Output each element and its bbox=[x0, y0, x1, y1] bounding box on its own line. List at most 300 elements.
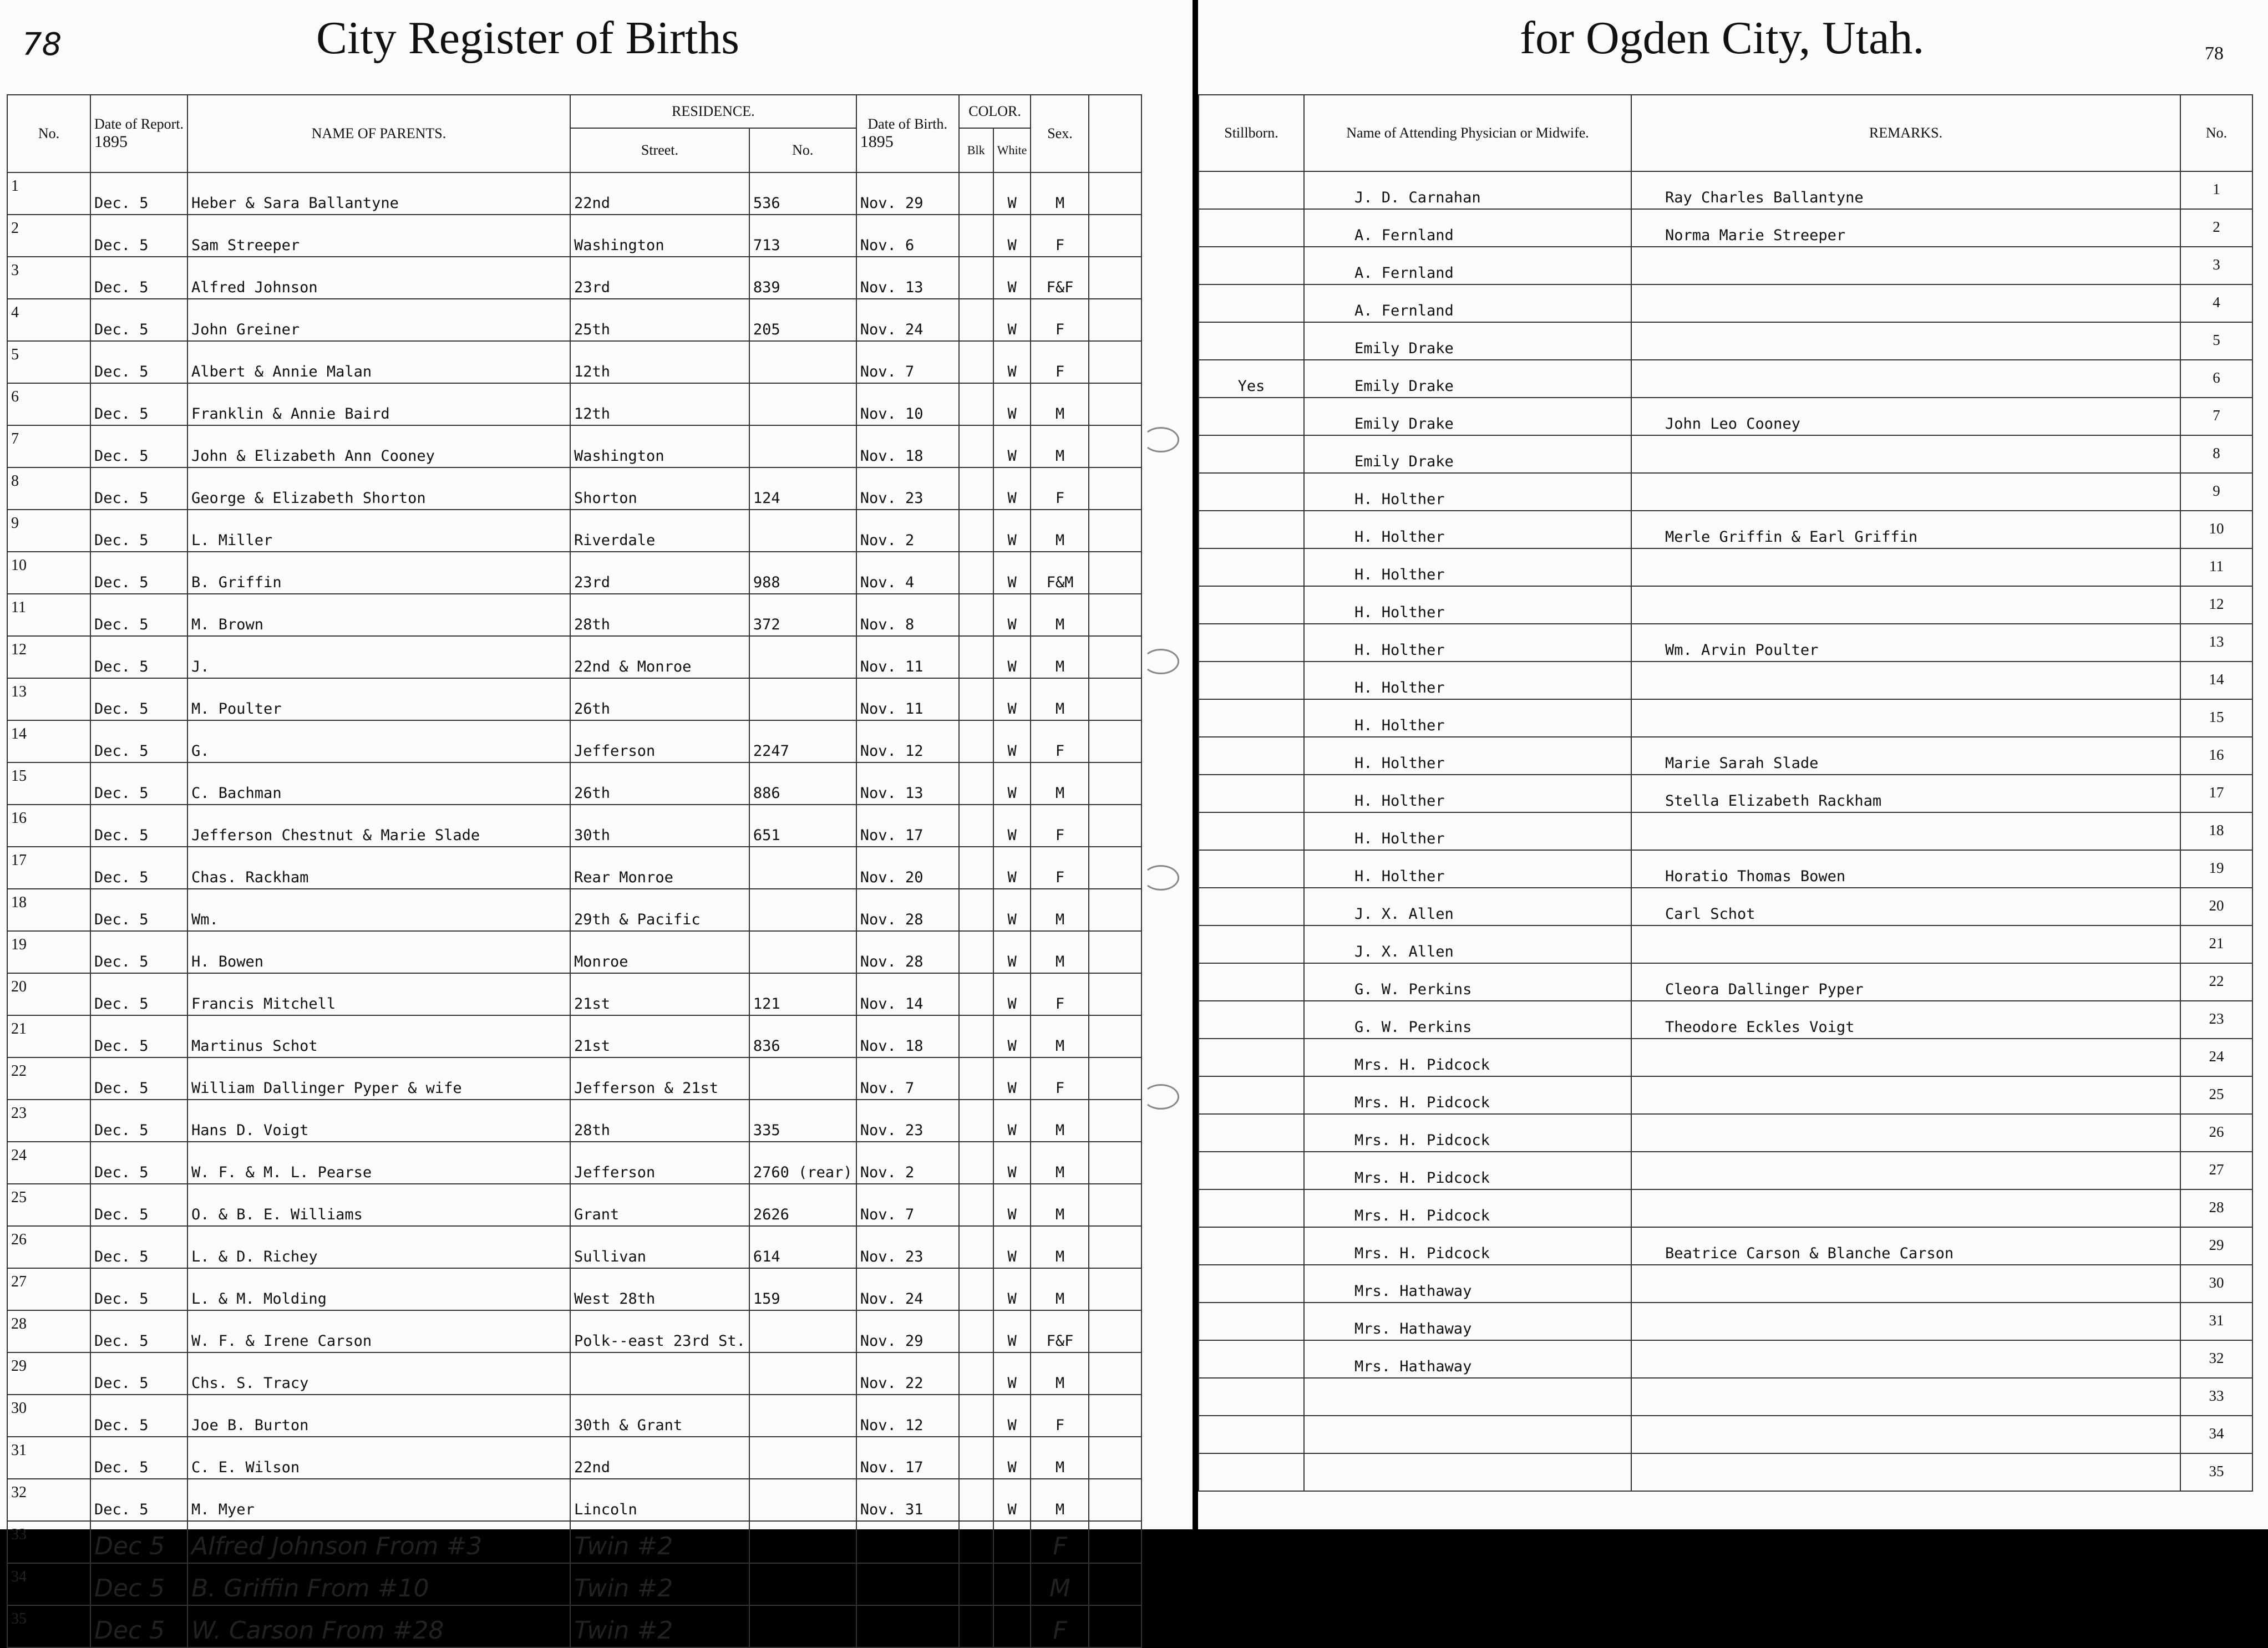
table-row bbox=[7, 931, 1141, 973]
remarks-cell bbox=[1631, 812, 2180, 850]
handwritten-row bbox=[7, 1521, 1141, 1563]
residence-street-cell: 26th bbox=[570, 762, 749, 805]
remarks-cell bbox=[1631, 247, 2180, 284]
residence-street-cell: 12th bbox=[570, 383, 749, 425]
residence-number-cell bbox=[749, 1521, 856, 1563]
date-of-report-cell: Dec. 5 bbox=[90, 805, 187, 847]
residence-street-cell: Jefferson & 21st bbox=[570, 1057, 749, 1100]
table-row bbox=[1199, 360, 2252, 398]
remarks-cell: Horatio Thomas Bowen bbox=[1631, 850, 2180, 888]
table-row bbox=[7, 467, 1141, 510]
remarks-cell bbox=[1631, 1453, 2180, 1491]
residence-number-cell bbox=[749, 1310, 856, 1352]
date-of-birth-cell: Nov. 17 bbox=[856, 1437, 959, 1479]
row-number-cell: 9 bbox=[7, 510, 90, 552]
remarks-cell: Stella Elizabeth Rackham bbox=[1631, 775, 2180, 812]
header-physician: Name of Attending Physician or Midwife. bbox=[1304, 95, 1631, 171]
sex-cell: F&M bbox=[1031, 552, 1089, 594]
color-white-cell: W bbox=[993, 847, 1031, 889]
row-number-cell: 18 bbox=[7, 889, 90, 931]
births-register-table-right bbox=[1198, 94, 2253, 1492]
table-row bbox=[1199, 511, 2252, 548]
date-of-report-cell: Dec. 5 bbox=[90, 1142, 187, 1184]
stillborn-cell bbox=[1199, 812, 1304, 850]
residence-number-cell bbox=[749, 931, 856, 973]
date-of-birth-cell: Nov. 18 bbox=[856, 425, 959, 467]
stillborn-cell bbox=[1199, 247, 1304, 284]
date-of-report-cell: Dec. 5 bbox=[90, 594, 187, 636]
residence-street-cell: Sullivan bbox=[570, 1226, 749, 1268]
remarks-cell: Norma Marie Streeper bbox=[1631, 209, 2180, 247]
table-row bbox=[1199, 548, 2252, 586]
residence-street-cell: Monroe bbox=[570, 931, 749, 973]
residence-street-cell: Rear Monroe bbox=[570, 847, 749, 889]
sex-cell: F bbox=[1031, 1395, 1089, 1437]
parents-name-cell: W. F. & M. L. Pearse bbox=[187, 1142, 570, 1184]
blank-cell bbox=[1089, 889, 1141, 931]
row-number-cell: 20 bbox=[7, 973, 90, 1015]
parents-name-cell: C. E. Wilson bbox=[187, 1437, 570, 1479]
table-row bbox=[1199, 888, 2252, 925]
parents-name-cell: Joe B. Burton bbox=[187, 1395, 570, 1437]
blank-cell bbox=[1089, 257, 1141, 299]
date-of-birth-cell: Nov. 23 bbox=[856, 1100, 959, 1142]
residence-number-cell: 2247 bbox=[749, 720, 856, 762]
color-blk-cell bbox=[959, 1142, 993, 1184]
color-white-cell: W bbox=[993, 1437, 1031, 1479]
sex-cell: F&F bbox=[1031, 257, 1089, 299]
stillborn-cell bbox=[1199, 662, 1304, 699]
header-date-of-report-label: Date of Report. bbox=[94, 116, 184, 132]
physician-name-cell: H. Holther bbox=[1304, 624, 1631, 662]
parents-name-cell: Alfred Johnson bbox=[187, 257, 570, 299]
color-white-cell: W bbox=[993, 552, 1031, 594]
parents-name-cell: Chas. Rackham bbox=[187, 847, 570, 889]
residence-street-cell: 22nd & Monroe bbox=[570, 636, 749, 678]
sex-cell: M bbox=[1031, 1352, 1089, 1395]
parents-name-cell: W. F. & Irene Carson bbox=[187, 1310, 570, 1352]
color-white-cell: W bbox=[993, 215, 1031, 257]
parents-name-cell: M. Poulter bbox=[187, 678, 570, 720]
row-number-cell: 13 bbox=[2180, 624, 2252, 662]
parents-name-cell: Wm. bbox=[187, 889, 570, 931]
row-number-cell: 29 bbox=[2180, 1227, 2252, 1265]
stillborn-cell bbox=[1199, 435, 1304, 473]
residence-number-cell: 651 bbox=[749, 805, 856, 847]
date-of-report-cell: Dec. 5 bbox=[90, 215, 187, 257]
blank-cell bbox=[1089, 425, 1141, 467]
color-blk-cell bbox=[959, 1437, 993, 1479]
remarks-cell bbox=[1631, 284, 2180, 322]
residence-number-cell: 988 bbox=[749, 552, 856, 594]
right-page bbox=[1198, 0, 2268, 1529]
row-number-cell: 9 bbox=[2180, 473, 2252, 511]
row-number-cell: 6 bbox=[7, 383, 90, 425]
stillborn-cell: Yes bbox=[1199, 360, 1304, 398]
remarks-cell bbox=[1631, 1076, 2180, 1114]
remarks-cell bbox=[1631, 1039, 2180, 1076]
stillborn-cell bbox=[1199, 1189, 1304, 1227]
residence-number-cell bbox=[749, 425, 856, 467]
color-blk-cell bbox=[959, 467, 993, 510]
stillborn-cell bbox=[1199, 1039, 1304, 1076]
table-row bbox=[7, 847, 1141, 889]
color-blk-cell bbox=[959, 1479, 993, 1521]
remarks-cell bbox=[1631, 360, 2180, 398]
date-of-birth-cell: Nov. 13 bbox=[856, 762, 959, 805]
remarks-cell bbox=[1631, 1114, 2180, 1152]
parents-name-cell: L. & M. Molding bbox=[187, 1268, 570, 1310]
date-of-report-cell: Dec. 5 bbox=[90, 1268, 187, 1310]
residence-street-cell bbox=[570, 1352, 749, 1395]
row-number-cell: 30 bbox=[7, 1395, 90, 1437]
remarks-cell bbox=[1631, 1378, 2180, 1416]
color-blk-cell bbox=[959, 383, 993, 425]
row-number-cell: 19 bbox=[2180, 850, 2252, 888]
blank-cell bbox=[1089, 1437, 1141, 1479]
blank-cell bbox=[1089, 510, 1141, 552]
row-number-cell: 10 bbox=[7, 552, 90, 594]
sex-cell: M bbox=[1031, 594, 1089, 636]
handwritten-row bbox=[7, 1563, 1141, 1605]
row-number-cell: 29 bbox=[7, 1352, 90, 1395]
blank-cell bbox=[1089, 552, 1141, 594]
date-of-report-cell: Dec. 5 bbox=[90, 636, 187, 678]
row-number-cell: 6 bbox=[2180, 360, 2252, 398]
sex-cell: F bbox=[1031, 847, 1089, 889]
date-of-birth-cell: Nov. 18 bbox=[856, 1015, 959, 1057]
color-blk-cell bbox=[959, 1395, 993, 1437]
sex-cell: M bbox=[1031, 383, 1089, 425]
table-row bbox=[1199, 812, 2252, 850]
table-row bbox=[1199, 473, 2252, 511]
stillborn-cell bbox=[1199, 1227, 1304, 1265]
date-of-birth-cell: Nov. 20 bbox=[856, 847, 959, 889]
row-number-cell: 24 bbox=[7, 1142, 90, 1184]
residence-street-cell: Twin #2 bbox=[570, 1521, 749, 1563]
parents-name-cell: C. Bachman bbox=[187, 762, 570, 805]
row-number-cell: 26 bbox=[2180, 1114, 2252, 1152]
row-number-cell: 22 bbox=[7, 1057, 90, 1100]
blank-cell bbox=[1089, 1352, 1141, 1395]
date-of-birth-cell bbox=[856, 1605, 959, 1647]
physician-name-cell: G. W. Perkins bbox=[1304, 1001, 1631, 1039]
blank-cell bbox=[1089, 1142, 1141, 1184]
color-blk-cell bbox=[959, 678, 993, 720]
header-blk: Blk bbox=[959, 128, 993, 172]
sex-cell: M bbox=[1031, 510, 1089, 552]
sex-cell: F bbox=[1031, 805, 1089, 847]
color-blk-cell bbox=[959, 1352, 993, 1395]
row-number-cell: 25 bbox=[7, 1184, 90, 1226]
handwritten-row bbox=[7, 1605, 1141, 1647]
blank-cell bbox=[1089, 931, 1141, 973]
color-white-cell: W bbox=[993, 636, 1031, 678]
row-number-cell: 26 bbox=[7, 1226, 90, 1268]
row-number-cell: 5 bbox=[2180, 322, 2252, 360]
blank-cell bbox=[1089, 341, 1141, 383]
births-register-table-left bbox=[7, 94, 1142, 1648]
physician-name-cell: Emily Drake bbox=[1304, 398, 1631, 435]
row-number-cell: 33 bbox=[7, 1521, 90, 1563]
table-row bbox=[7, 341, 1141, 383]
physician-name-cell: H. Holther bbox=[1304, 511, 1631, 548]
row-number-cell: 34 bbox=[2180, 1416, 2252, 1453]
row-number-cell: 5 bbox=[7, 341, 90, 383]
remarks-cell bbox=[1631, 548, 2180, 586]
row-number-cell: 1 bbox=[2180, 171, 2252, 209]
residence-number-cell bbox=[749, 889, 856, 931]
color-white-cell: W bbox=[993, 931, 1031, 973]
date-of-birth-cell: Nov. 29 bbox=[856, 1310, 959, 1352]
remarks-cell: Cleora Dallinger Pyper bbox=[1631, 963, 2180, 1001]
physician-name-cell: Mrs. H. Pidcock bbox=[1304, 1114, 1631, 1152]
date-of-report-cell: Dec. 5 bbox=[90, 1015, 187, 1057]
sex-cell: F bbox=[1031, 1521, 1089, 1563]
physician-name-cell: Mrs. H. Pidcock bbox=[1304, 1227, 1631, 1265]
residence-number-cell bbox=[749, 1057, 856, 1100]
stillborn-cell bbox=[1199, 850, 1304, 888]
physician-name-cell: H. Holther bbox=[1304, 737, 1631, 775]
date-of-birth-cell: Nov. 7 bbox=[856, 341, 959, 383]
residence-street-cell: Washington bbox=[570, 215, 749, 257]
table-row bbox=[1199, 1265, 2252, 1303]
row-number-cell: 7 bbox=[7, 425, 90, 467]
color-white-cell: W bbox=[993, 257, 1031, 299]
date-of-report-cell: Dec. 5 bbox=[90, 510, 187, 552]
parents-name-cell: Franklin & Annie Baird bbox=[187, 383, 570, 425]
residence-street-cell: West 28th bbox=[570, 1268, 749, 1310]
residence-street-cell: 28th bbox=[570, 594, 749, 636]
stillborn-cell bbox=[1199, 548, 1304, 586]
row-number-cell: 13 bbox=[7, 678, 90, 720]
blank-cell bbox=[1089, 636, 1141, 678]
remarks-cell bbox=[1631, 586, 2180, 624]
date-of-birth-cell: Nov. 13 bbox=[856, 257, 959, 299]
remarks-cell: Wm. Arvin Poulter bbox=[1631, 624, 2180, 662]
header-report-year: 1895 bbox=[94, 133, 128, 151]
date-of-report-cell: Dec. 5 bbox=[90, 552, 187, 594]
table-row bbox=[7, 1015, 1141, 1057]
row-number-cell: 32 bbox=[7, 1479, 90, 1521]
physician-name-cell: H. Holther bbox=[1304, 775, 1631, 812]
sex-cell: M bbox=[1031, 1437, 1089, 1479]
color-white-cell: W bbox=[993, 594, 1031, 636]
residence-street-cell: Washington bbox=[570, 425, 749, 467]
table-row bbox=[7, 805, 1141, 847]
date-of-birth-cell: Nov. 2 bbox=[856, 510, 959, 552]
row-number-cell: 20 bbox=[2180, 888, 2252, 925]
remarks-cell: John Leo Cooney bbox=[1631, 398, 2180, 435]
row-number-cell: 2 bbox=[2180, 209, 2252, 247]
row-number-cell: 11 bbox=[2180, 548, 2252, 586]
date-of-report-cell: Dec. 5 bbox=[90, 1310, 187, 1352]
physician-name-cell bbox=[1304, 1416, 1631, 1453]
remarks-cell: Merle Griffin & Earl Griffin bbox=[1631, 511, 2180, 548]
physician-name-cell: G. W. Perkins bbox=[1304, 963, 1631, 1001]
stillborn-cell bbox=[1199, 398, 1304, 435]
residence-street-cell: 22nd bbox=[570, 1437, 749, 1479]
color-blk-cell bbox=[959, 1605, 993, 1647]
blank-cell bbox=[1089, 1479, 1141, 1521]
color-white-cell: W bbox=[993, 805, 1031, 847]
remarks-cell: Carl Schot bbox=[1631, 888, 2180, 925]
residence-number-cell bbox=[749, 847, 856, 889]
sex-cell: F bbox=[1031, 720, 1089, 762]
stillborn-cell bbox=[1199, 511, 1304, 548]
row-number-cell: 15 bbox=[2180, 699, 2252, 737]
color-white-cell bbox=[993, 1605, 1031, 1647]
color-white-cell: W bbox=[993, 720, 1031, 762]
row-number-cell: 32 bbox=[2180, 1340, 2252, 1378]
date-of-report-cell: Dec. 5 bbox=[90, 1395, 187, 1437]
remarks-cell bbox=[1631, 699, 2180, 737]
date-of-birth-cell: Nov. 12 bbox=[856, 1395, 959, 1437]
sex-cell: M bbox=[1031, 172, 1089, 215]
date-of-report-cell: Dec. 5 bbox=[90, 1184, 187, 1226]
residence-number-cell bbox=[749, 1563, 856, 1605]
table-row bbox=[1199, 209, 2252, 247]
color-white-cell: W bbox=[993, 1352, 1031, 1395]
table-row bbox=[7, 1100, 1141, 1142]
date-of-birth-cell bbox=[856, 1521, 959, 1563]
blank-cell bbox=[1089, 805, 1141, 847]
color-blk-cell bbox=[959, 1184, 993, 1226]
table-row bbox=[7, 762, 1141, 805]
blank-cell bbox=[1089, 1015, 1141, 1057]
color-blk-cell bbox=[959, 762, 993, 805]
row-number-cell: 35 bbox=[7, 1605, 90, 1647]
header-right-no: No. bbox=[2180, 95, 2252, 171]
row-number-cell: 23 bbox=[7, 1100, 90, 1142]
physician-name-cell: J. X. Allen bbox=[1304, 925, 1631, 963]
date-of-birth-cell: Nov. 17 bbox=[856, 805, 959, 847]
row-number-cell: 35 bbox=[2180, 1453, 2252, 1491]
physician-name-cell: H. Holther bbox=[1304, 548, 1631, 586]
stillborn-cell bbox=[1199, 322, 1304, 360]
residence-street-cell: 21st bbox=[570, 1015, 749, 1057]
color-white-cell: W bbox=[993, 299, 1031, 341]
color-white-cell: W bbox=[993, 1100, 1031, 1142]
date-of-report-cell: Dec. 5 bbox=[90, 467, 187, 510]
stillborn-cell bbox=[1199, 737, 1304, 775]
stillborn-cell bbox=[1199, 888, 1304, 925]
residence-street-cell: 28th bbox=[570, 1100, 749, 1142]
color-blk-cell bbox=[959, 847, 993, 889]
residence-number-cell: 713 bbox=[749, 215, 856, 257]
remarks-cell bbox=[1631, 662, 2180, 699]
header-residence-no: No. bbox=[749, 128, 856, 172]
physician-name-cell: Mrs. H. Pidcock bbox=[1304, 1076, 1631, 1114]
remarks-cell bbox=[1631, 925, 2180, 963]
sex-cell: M bbox=[1031, 1184, 1089, 1226]
date-of-report-cell: Dec. 5 bbox=[90, 1057, 187, 1100]
date-of-birth-cell: Nov. 24 bbox=[856, 1268, 959, 1310]
row-number-cell: 8 bbox=[2180, 435, 2252, 473]
sex-cell: F bbox=[1031, 299, 1089, 341]
sex-cell: M bbox=[1031, 889, 1089, 931]
residence-number-cell: 2626 bbox=[749, 1184, 856, 1226]
remarks-cell bbox=[1631, 322, 2180, 360]
residence-street-cell: 29th & Pacific bbox=[570, 889, 749, 931]
stillborn-cell bbox=[1199, 1001, 1304, 1039]
right-page-title: for Ogden City, Utah. bbox=[1520, 12, 1925, 64]
date-of-report-cell: Dec. 5 bbox=[90, 1226, 187, 1268]
sex-cell: M bbox=[1031, 1268, 1089, 1310]
remarks-cell bbox=[1631, 1303, 2180, 1340]
row-number-cell: 31 bbox=[2180, 1303, 2252, 1340]
date-of-report-cell: Dec 5 bbox=[90, 1521, 187, 1563]
blank-cell bbox=[1089, 594, 1141, 636]
color-blk-cell bbox=[959, 1100, 993, 1142]
color-blk-cell bbox=[959, 1310, 993, 1352]
table-row bbox=[1199, 662, 2252, 699]
row-number-cell: 14 bbox=[2180, 662, 2252, 699]
residence-number-cell: 335 bbox=[749, 1100, 856, 1142]
row-number-cell: 34 bbox=[7, 1563, 90, 1605]
header-no: No. bbox=[7, 95, 90, 172]
date-of-birth-cell: Nov. 4 bbox=[856, 552, 959, 594]
blank-cell bbox=[1089, 762, 1141, 805]
date-of-report-cell: Dec. 5 bbox=[90, 299, 187, 341]
sex-cell: M bbox=[1031, 762, 1089, 805]
date-of-report-cell: Dec. 5 bbox=[90, 762, 187, 805]
residence-street-cell: 23rd bbox=[570, 257, 749, 299]
date-of-report-cell: Dec. 5 bbox=[90, 678, 187, 720]
stillborn-cell bbox=[1199, 775, 1304, 812]
table-row bbox=[1199, 963, 2252, 1001]
table-row bbox=[1199, 284, 2252, 322]
table-row bbox=[7, 1479, 1141, 1521]
parents-name-cell: J. bbox=[187, 636, 570, 678]
physician-name-cell: H. Holther bbox=[1304, 586, 1631, 624]
stillborn-cell bbox=[1199, 284, 1304, 322]
table-row bbox=[7, 594, 1141, 636]
parents-name-cell: Jefferson Chestnut & Marie Slade bbox=[187, 805, 570, 847]
date-of-report-cell: Dec. 5 bbox=[90, 172, 187, 215]
blank-cell bbox=[1089, 1521, 1141, 1563]
row-number-cell: 16 bbox=[2180, 737, 2252, 775]
blank-cell bbox=[1089, 720, 1141, 762]
residence-number-cell: 836 bbox=[749, 1015, 856, 1057]
row-number-cell: 21 bbox=[7, 1015, 90, 1057]
parents-name-cell: Chs. S. Tracy bbox=[187, 1352, 570, 1395]
table-row bbox=[7, 973, 1141, 1015]
date-of-report-cell: Dec. 5 bbox=[90, 1437, 187, 1479]
stillborn-cell bbox=[1199, 699, 1304, 737]
color-white-cell: W bbox=[993, 678, 1031, 720]
stillborn-cell bbox=[1199, 1076, 1304, 1114]
left-page-title: City Register of Births bbox=[316, 12, 739, 64]
row-number-cell: 12 bbox=[7, 636, 90, 678]
physician-name-cell: H. Holther bbox=[1304, 473, 1631, 511]
header-name-of-parents: NAME OF PARENTS. bbox=[187, 95, 570, 172]
color-blk-cell bbox=[959, 1563, 993, 1605]
date-of-birth-cell: Nov. 24 bbox=[856, 299, 959, 341]
sex-cell: F bbox=[1031, 215, 1089, 257]
sex-cell: M bbox=[1031, 1142, 1089, 1184]
table-row bbox=[1199, 1039, 2252, 1076]
remarks-cell: Marie Sarah Slade bbox=[1631, 737, 2180, 775]
residence-street-cell: Riverdale bbox=[570, 510, 749, 552]
physician-name-cell: Mrs. Hathaway bbox=[1304, 1303, 1631, 1340]
date-of-report-cell: Dec. 5 bbox=[90, 383, 187, 425]
physician-name-cell: Emily Drake bbox=[1304, 322, 1631, 360]
row-number-cell: 1 bbox=[7, 172, 90, 215]
row-number-cell: 7 bbox=[2180, 398, 2252, 435]
header-sex: Sex. bbox=[1031, 95, 1089, 172]
row-number-cell: 31 bbox=[7, 1437, 90, 1479]
